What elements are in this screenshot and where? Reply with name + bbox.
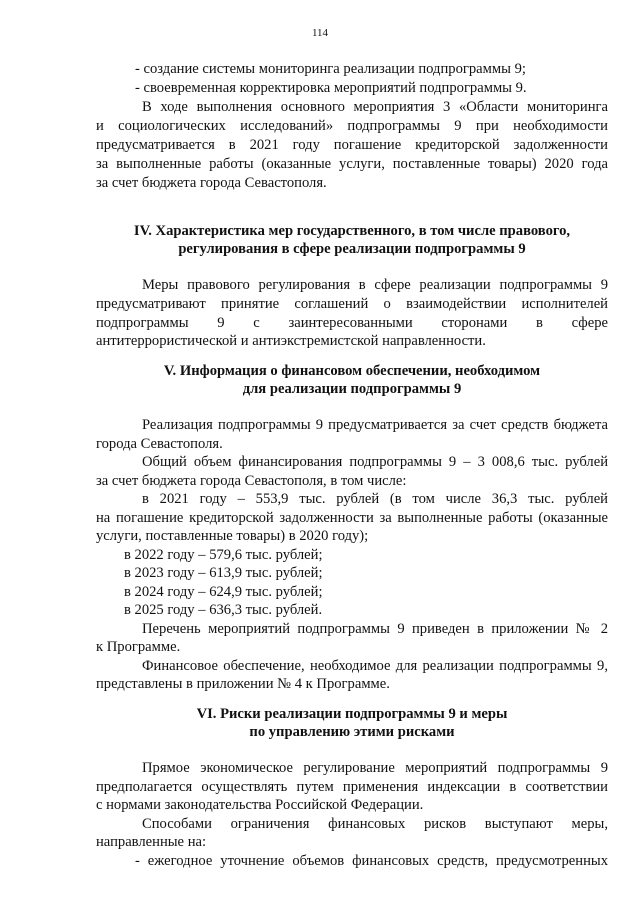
section-heading: IV. Характеристика мер государственного, в том числе правового, — [133, 223, 571, 239]
section-heading: по управлению этими рисками — [249, 724, 455, 740]
paragraph-line: за счет бюджета города Севастополя. — [96, 175, 327, 191]
section-heading: VI. Риски реализации подпрограммы 9 и меры — [196, 706, 508, 722]
list-item: - ежегодное уточнение объемов финансовых средств, предусмотренных — [135, 853, 608, 869]
section-heading: для реализации подпрограммы 9 — [242, 381, 462, 397]
paragraph-line: в 2021 году – 553,9 тыс. рублей (в том числе 36,3 тыс. рублей — [142, 491, 608, 507]
paragraph-line: за счет бюджета города Севастополя, в том числе: — [96, 473, 407, 489]
list-item: в 2023 году – 613,9 тыс. рублей; — [124, 565, 323, 581]
paragraph-line: направленные на: — [96, 834, 207, 850]
paragraph-line: Финансовое обеспечение, необходимое для реализации подпрограммы 9, — [142, 658, 608, 674]
paragraph-line: Реализация подпрограммы 9 предусматривается за счет средств бюджета — [142, 417, 608, 433]
paragraph-line: Способами ограничения финансовых рисков выступают меры, — [142, 816, 608, 832]
paragraph-line: услуги, поставленные товары) в 2020 году); — [96, 528, 369, 544]
paragraph-line: Меры правового регулирования в сфере реализации подпрограммы 9 — [142, 277, 608, 293]
paragraph-line: антитеррористической и антиэкстремистской направленности. — [96, 333, 486, 349]
paragraph-line: к Программе. — [96, 639, 181, 655]
paragraph-line: Общий объем финансирования подпрограммы 9 – 3 008,6 тыс. рублей — [142, 454, 608, 470]
paragraph-line: предусматривается в 2021 году погашение кредиторской задолженности — [96, 137, 608, 153]
section-heading: V. Информация о финансовом обеспечении, необходимом — [163, 363, 541, 379]
section-heading: регулирования в сфере реализации подпрограммы 9 — [178, 241, 526, 257]
paragraph-line: на погашение кредиторской задолженности за выполненные работы (оказанные — [96, 510, 608, 526]
paragraph-line: В ходе выполнения основного мероприятия 3 «Области мониторинга — [142, 99, 608, 115]
page-number: 114 — [311, 27, 329, 39]
paragraph-line: города Севастополя. — [96, 436, 223, 452]
paragraph-line: и социологических исследований» подпрограммы 9 при необходимости — [96, 118, 608, 134]
list-item: в 2025 году – 636,3 тыс. рублей. — [124, 602, 323, 618]
paragraph-line: предполагается осуществлять путем применения индексации в соответствии — [96, 779, 608, 795]
list-item: - создание системы мониторинга реализации подпрограммы 9; — [135, 61, 526, 77]
list-item: в 2024 году – 624,9 тыс. рублей; — [124, 584, 323, 600]
paragraph-line: представлены в приложении № 4 к Программе. — [96, 676, 390, 692]
paragraph-line: предусматривают принятие соглашений о взаимодействии исполнителей — [96, 296, 608, 312]
paragraph-line: Перечень мероприятий подпрограммы 9 приведен в приложении № 2 — [142, 621, 608, 637]
paragraph-line: с нормами законодательства Российской Федерации. — [96, 797, 424, 813]
list-item: - своевременная корректировка мероприятий подпрограммы 9. — [135, 80, 527, 96]
paragraph-line: за выполненные работы (оказанные услуги, поставленные товары) 2020 года — [96, 156, 608, 172]
paragraph-line: подпрограммы 9 с заинтересованными сторонами в сфере — [96, 315, 608, 331]
list-item: в 2022 году – 579,6 тыс. рублей; — [124, 547, 323, 563]
paragraph-line: Прямое экономическое регулирование мероприятий подпрограммы 9 — [142, 760, 608, 776]
